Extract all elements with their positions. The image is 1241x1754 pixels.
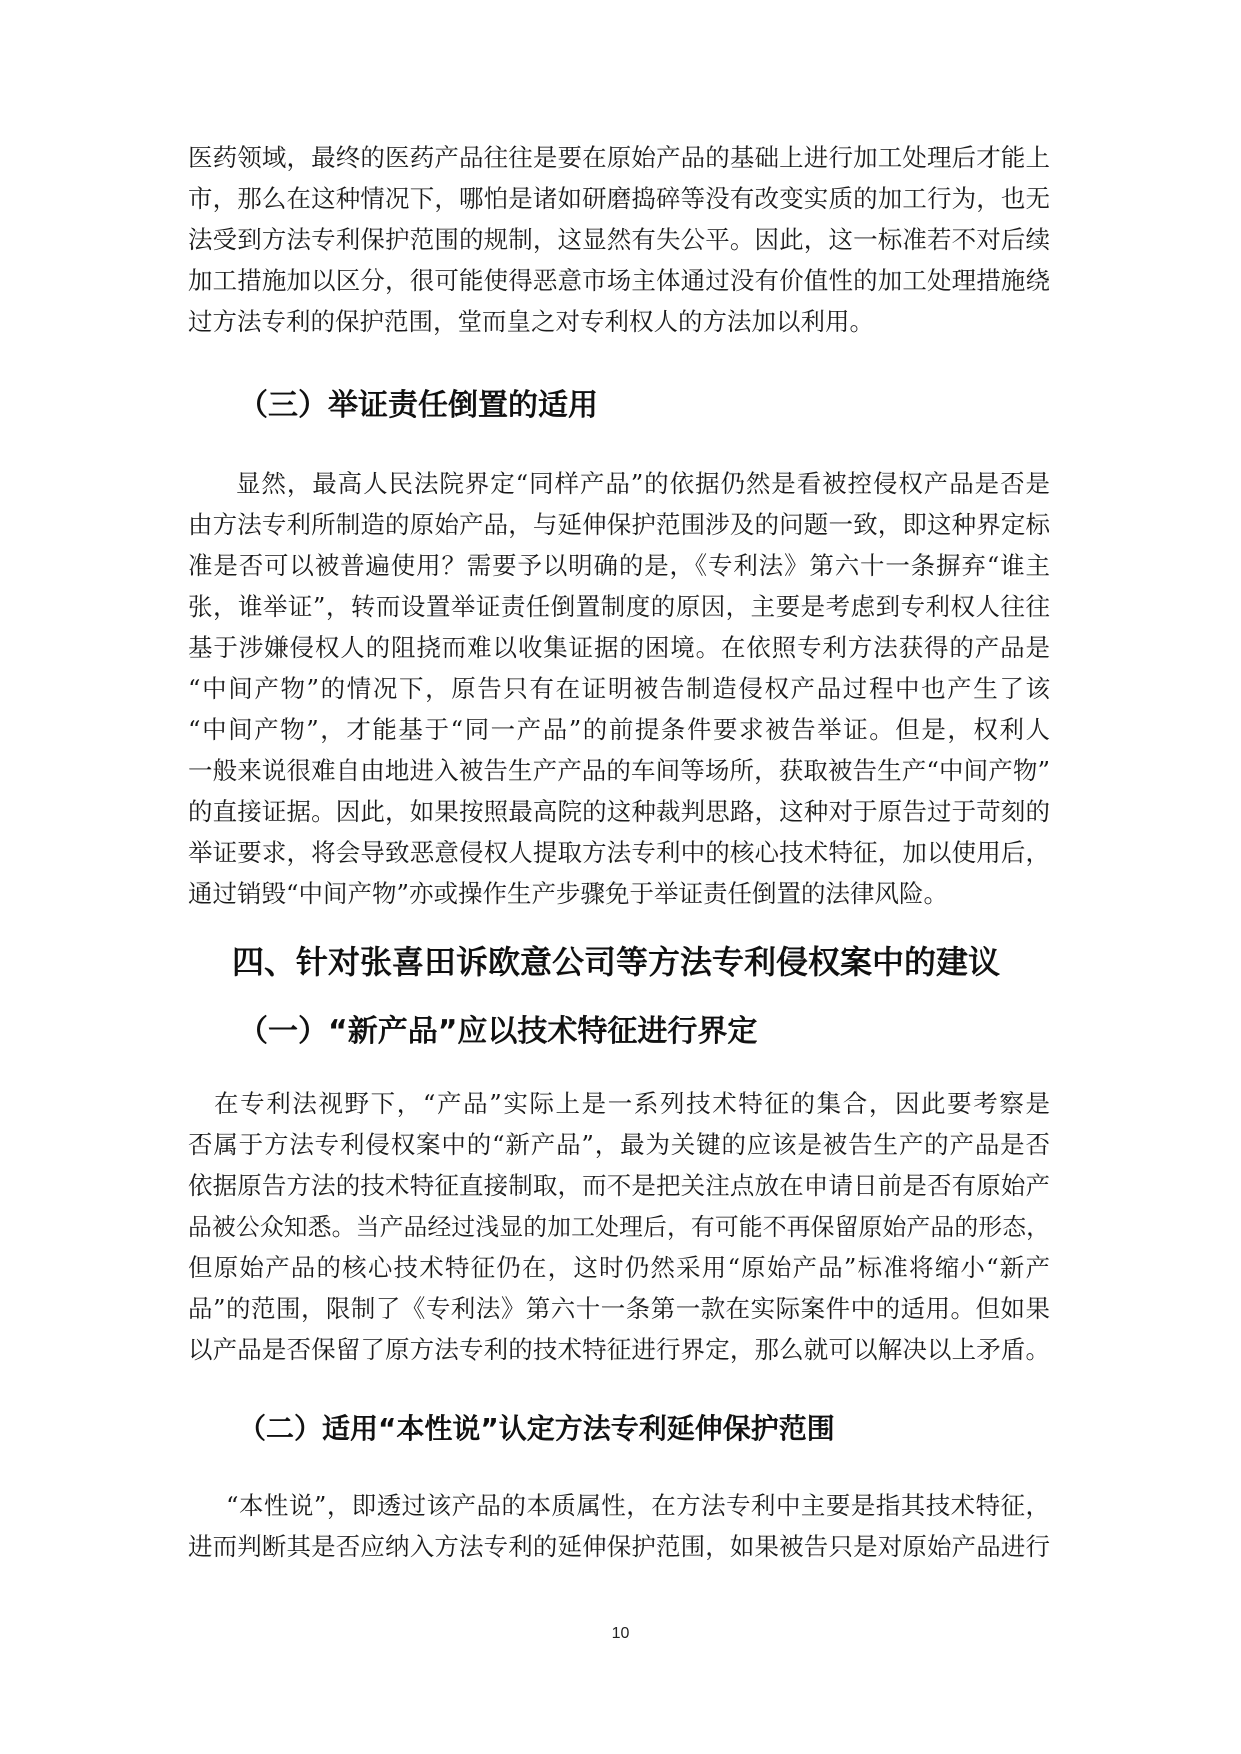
body-text-line: 医药领域，最终的医药产品往往是要在原始产品的基础上进行加工处理后才能上 <box>188 143 1050 172</box>
body-text-line: 准是否可以被普遍使用？需要予以明确的是，《专利法》第六十一条摒弃“谁主 <box>188 551 1050 580</box>
body-text-line: 张，谁举证”，转而设置举证责任倒置制度的原因，主要是考虑到专利权人往往 <box>188 592 1050 621</box>
section-heading: （三）举证责任倒置的适用 <box>238 388 598 423</box>
body-text-line: 市，那么在这种情况下，哪怕是诸如研磨捣碎等没有改变实质的加工行为，也无 <box>188 184 1050 213</box>
body-text-line: “中间产物”的情况下，原告只有在证明被告制造侵权产品过程中也产生了该 <box>188 674 1050 703</box>
chapter-heading: 四、针对张喜田诉欧意公司等方法专利侵权案中的建议 <box>232 943 1001 981</box>
body-text-line: 一般来说很难自由地进入被告生产产品的车间等场所，获取被告生产“中间产物” <box>188 756 1050 785</box>
body-text-line: 依据原告方法的技术特征直接制取，而不是把关注点放在申请日前是否有原始产 <box>188 1171 1050 1200</box>
body-text-line: 在专利法视野下，“产品”实际上是一系列技术特征的集合，因此要考察是 <box>214 1089 1050 1118</box>
body-text-line: 加工措施加以区分，很可能使得恶意市场主体通过没有价值性的加工处理措施绕 <box>188 266 1050 295</box>
section-heading: （二）适用“本性说”认定方法专利延伸保护范围 <box>238 1412 835 1445</box>
page-number: 10 <box>611 1625 630 1642</box>
body-text-line: 通过销毁“中间产物”亦或操作生产步骤免于举证责任倒置的法律风险。 <box>188 879 949 908</box>
body-text-line: 基于涉嫌侵权人的阻挠而难以收集证据的困境。在依照专利方法获得的产品是 <box>188 633 1050 662</box>
body-text-line: 品被公众知悉。当产品经过浅显的加工处理后，有可能不再保留原始产品的形态， <box>188 1213 1050 1241</box>
body-text-line: “中间产物”，才能基于“同一产品”的前提条件要求被告举证。但是，权利人 <box>188 715 1050 744</box>
body-text-line: 以产品是否保留了原方法专利的技术特征进行界定，那么就可以解决以上矛盾。 <box>188 1335 1050 1364</box>
section-heading: （一）“新产品”应以技术特征进行界定 <box>238 1014 758 1049</box>
body-text-line: 品”的范围，限制了《专利法》第六十一条第一款在实际案件中的适用。但如果 <box>188 1294 1050 1323</box>
body-text-line: 举证要求，将会导致恶意侵权人提取方法专利中的核心技术特征，加以使用后， <box>188 838 1050 867</box>
body-text-line: 但原始产品的核心技术特征仍在，这时仍然采用“原始产品”标准将缩小“新产 <box>188 1253 1050 1282</box>
body-text-line: 由方法专利所制造的原始产品，与延伸保护范围涉及的问题一致，即这种界定标 <box>188 510 1050 539</box>
body-text-line: 显然，最高人民法院界定“同样产品”的依据仍然是看被控侵权产品是否是 <box>236 469 1050 498</box>
body-text-line: 进而判断其是否应纳入方法专利的延伸保护范围，如果被告只是对原始产品进行 <box>188 1532 1050 1561</box>
body-text-line: 的直接证据。因此，如果按照最高院的这种裁判思路，这种对于原告过于苛刻的 <box>188 797 1050 826</box>
body-text-line: “本性说”，即透过该产品的本质属性，在方法专利中主要是指其技术特征， <box>226 1491 1050 1520</box>
body-text-line: 否属于方法专利侵权案中的“新产品”，最为关键的应该是被告生产的产品是否 <box>188 1130 1050 1159</box>
body-text-line: 法受到方法专利保护范围的规制，这显然有失公平。因此，这一标准若不对后续 <box>188 225 1050 254</box>
body-text-line: 过方法专利的保护范围，堂而皇之对专利权人的方法加以利用。 <box>188 307 874 336</box>
